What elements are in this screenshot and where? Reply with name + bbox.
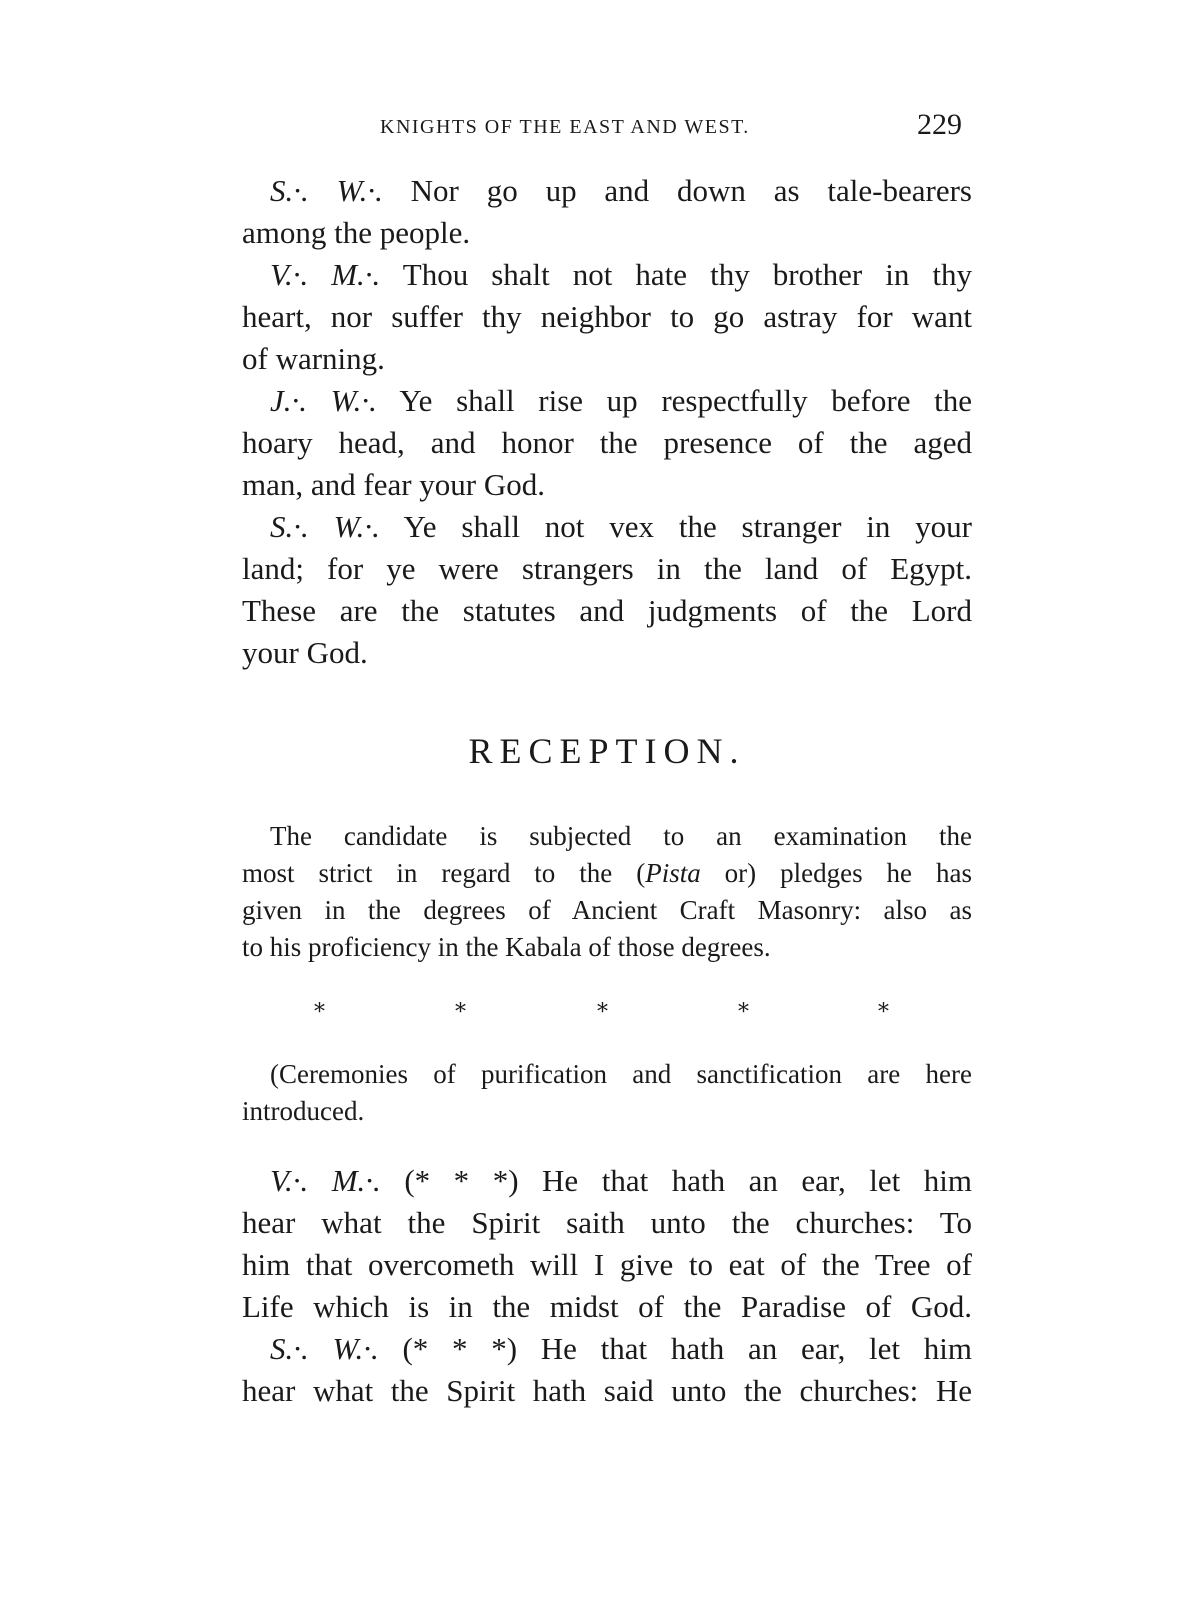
text-line: your God.: [242, 635, 368, 670]
text-line: S.·. W.·. (* * *) He that hath an ear, let him: [270, 1331, 972, 1366]
page-number: 229: [917, 108, 962, 141]
text-line: The candidate is subjected to an examination the: [270, 821, 972, 851]
text-line: of warning.: [242, 341, 385, 376]
text-line: S.·. W.·. Ye shall not vex the stranger in your: [270, 509, 973, 544]
dialogue-block-bottom: [242, 1160, 972, 1412]
text-line: him that overcometh will I give to eat of the Tree of: [242, 1247, 972, 1282]
text-line: to his proficiency in the Kabala of those degrees.: [242, 932, 771, 962]
text-line: most strict in regard to the (Pista or) pledges he has: [242, 858, 972, 888]
text-line: J.·. W.·. Ye shall rise up respectfully before the: [270, 383, 972, 418]
reception-paragraph: [242, 818, 972, 966]
text-line: V.·. M.·. (* * *) He that hath an ear, let him: [270, 1163, 972, 1198]
text-line: Life which is in the midst of the Paradise of God.: [242, 1289, 972, 1324]
asterisk-separator: [300, 1000, 920, 1030]
asterisk: *: [597, 1000, 608, 1025]
asterisk: *: [738, 1000, 749, 1025]
asterisk: *: [455, 1000, 466, 1025]
asterisk: *: [314, 1000, 325, 1025]
text-line: hear what the Spirit saith unto the churches: To: [242, 1205, 972, 1240]
page-header: [380, 108, 980, 148]
text-line: heart, nor suffer thy neighbor to go astray for want: [242, 299, 972, 334]
text-line: among the people.: [242, 215, 471, 250]
dialogue-block-top: [242, 170, 972, 674]
text-line: given in the degrees of Ancient Craft Masonry: also as: [242, 895, 972, 925]
section-heading: RECEPTION.: [468, 731, 746, 771]
running-title: KNIGHTS OF THE EAST AND WEST.: [380, 116, 750, 138]
text-line: These are the statutes and judgments of the Lord: [242, 593, 972, 628]
text-line: introduced.: [242, 1096, 365, 1126]
text-line: S.·. W.·. Nor go up and down as tale-bearers: [270, 173, 972, 208]
asterisk: *: [878, 1000, 889, 1025]
text-line: hear what the Spirit hath said unto the churches: He: [242, 1373, 972, 1408]
text-line: V.·. M.·. Thou shalt not hate thy brother in thy: [270, 257, 973, 292]
text-line: hoary head, and honor the presence of the aged: [242, 425, 972, 460]
text-line: land; for ye were strangers in the land of Egypt.: [242, 551, 972, 586]
text-line: (Ceremonies of purification and sanctification are here: [270, 1059, 972, 1089]
text-line: man, and fear your God.: [242, 467, 546, 502]
ceremony-note: [242, 1056, 972, 1130]
